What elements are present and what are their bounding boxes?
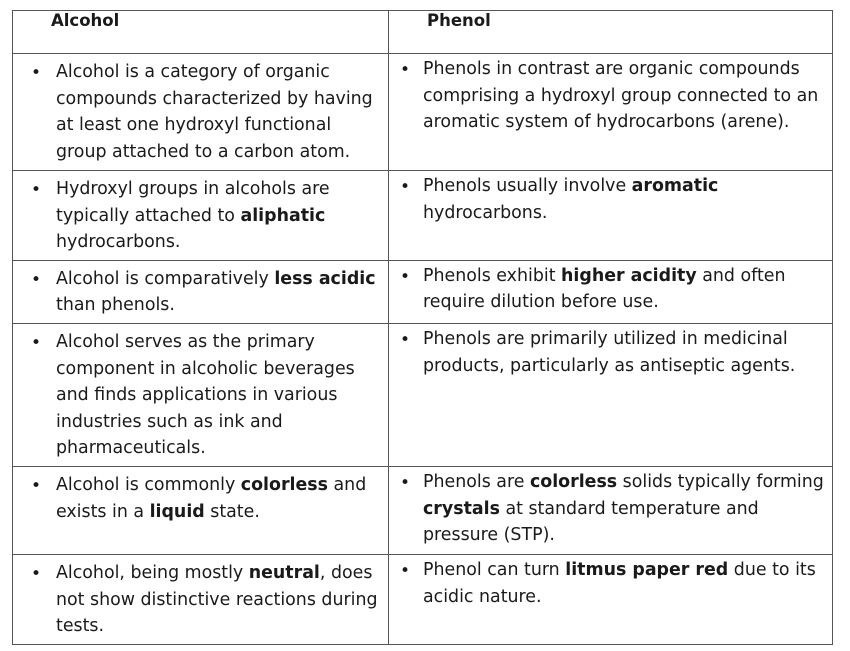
- bullet-icon: •: [31, 63, 42, 83]
- header-alcohol: Alcohol: [13, 11, 389, 54]
- bullet-icon: •: [31, 475, 42, 496]
- bold-term: aromatic: [631, 176, 719, 196]
- text-segment: Phenol can turn: [423, 559, 566, 580]
- bold-term: crystals: [423, 498, 500, 519]
- table-row: [13, 554, 833, 644]
- bullet-icon: •: [31, 269, 42, 290]
- phenol-text: [423, 176, 718, 223]
- phenol-cell: [389, 554, 833, 644]
- alcohol-bullet-item: [13, 54, 388, 169]
- text-segment: and often require dilution before use.: [423, 265, 786, 313]
- table-row: [13, 260, 833, 323]
- phenol-text: [423, 472, 824, 545]
- alcohol-bullet-item: [13, 324, 388, 466]
- text-segment: Alcohol, being mostly: [56, 562, 249, 583]
- bullet-icon: •: [400, 329, 411, 350]
- phenol-bullet-item: [389, 324, 832, 383]
- bold-term: aliphatic: [240, 205, 326, 226]
- text-segment: hydrocarbons.: [56, 232, 181, 253]
- table-body: [13, 11, 833, 645]
- text-segment: due to its acidic nature.: [423, 559, 816, 607]
- bullet-icon: •: [31, 180, 42, 200]
- alcohol-text: [56, 332, 355, 458]
- alcohol-text: [56, 179, 330, 252]
- table-row: [13, 54, 833, 171]
- header-row: [13, 11, 833, 54]
- table-row: [13, 171, 833, 261]
- text-segment: at standard temperature and pressure (STP).: [423, 498, 759, 546]
- alcohol-cell: [13, 323, 389, 466]
- alcohol-text: [56, 269, 376, 316]
- text-segment: than phenols.: [56, 295, 175, 316]
- alcohol-cell: [13, 260, 389, 323]
- table-row: [13, 323, 833, 466]
- header-phenol: Phenol: [389, 11, 833, 54]
- bold-term: higher acidity: [561, 265, 697, 286]
- bold-term: litmus paper red: [565, 559, 729, 580]
- table-row: [13, 466, 833, 554]
- alcohol-text: [56, 62, 373, 162]
- alcohol-cell: [13, 554, 389, 644]
- text-segment: Alcohol is comparatively: [56, 268, 275, 289]
- bold-term: liquid: [149, 501, 205, 522]
- phenol-cell: [389, 260, 833, 323]
- bullet-icon: •: [31, 563, 42, 584]
- bullet-icon: •: [400, 266, 411, 287]
- bullet-icon: •: [400, 472, 411, 493]
- bullet-icon: •: [400, 177, 411, 197]
- text-segment: Phenols in contrast are organic compounds comprising a hydroxyl group connected to an aromatic system of hydrocarbons (arene).: [423, 59, 819, 133]
- bullet-icon: •: [31, 332, 42, 353]
- phenol-cell: [389, 54, 833, 171]
- alcohol-text: [56, 563, 378, 636]
- text-segment: Alcohol is a category of organic compounds characterized by having at least one hydroxyl functional group attached to a carbon atom.: [56, 62, 373, 162]
- comparison-table: [12, 10, 833, 645]
- text-segment: and exists in a: [56, 474, 367, 522]
- alcohol-cell: [13, 54, 389, 171]
- text-segment: solids typically forming: [617, 471, 824, 492]
- text-segment: Phenols usually involve: [423, 176, 632, 196]
- text-segment: hydrocarbons.: [423, 202, 548, 223]
- alcohol-cell: [13, 171, 389, 261]
- phenol-text: [423, 266, 786, 313]
- alcohol-bullet-item: [13, 467, 388, 529]
- phenol-cell: [389, 171, 833, 261]
- text-segment: state.: [204, 501, 260, 522]
- phenol-text: [423, 560, 816, 607]
- text-segment: Phenols are: [423, 471, 530, 492]
- alcohol-bullet-item: [13, 261, 388, 323]
- bold-term: neutral: [248, 562, 320, 583]
- phenol-text: [423, 59, 818, 132]
- alcohol-text: [56, 475, 366, 522]
- phenol-bullet-item: [389, 54, 832, 140]
- phenol-bullet-item: [389, 467, 832, 553]
- bold-term: colorless: [529, 471, 618, 492]
- phenol-bullet-item: [389, 171, 832, 230]
- text-segment: Hydroxyl groups in alcohols are typically attached to: [56, 179, 330, 226]
- bold-term: less acidic: [274, 268, 376, 289]
- phenol-cell: [389, 466, 833, 554]
- phenol-text: [423, 329, 795, 376]
- phenol-bullet-item: [389, 555, 832, 614]
- bullet-icon: •: [400, 560, 411, 581]
- alcohol-bullet-item: [13, 555, 388, 644]
- bullet-icon: •: [400, 60, 411, 80]
- phenol-bullet-item: [389, 261, 832, 320]
- text-segment: Phenols are primarily utilized in medicinal products, particularly as antiseptic agents.: [423, 328, 796, 376]
- text-segment: Phenols exhibit: [423, 265, 562, 286]
- text-segment: Alcohol is commonly: [56, 474, 241, 495]
- alcohol-bullet-item: [13, 171, 388, 260]
- phenol-cell: [389, 323, 833, 466]
- bold-term: colorless: [240, 474, 328, 495]
- alcohol-cell: [13, 466, 389, 554]
- text-segment: Alcohol serves as the primary component in alcoholic beverages and finds applications in various industries such as ink and pharmaceuticals.: [56, 331, 355, 459]
- text-segment: , does not show distinctive reactions during tests.: [56, 562, 378, 637]
